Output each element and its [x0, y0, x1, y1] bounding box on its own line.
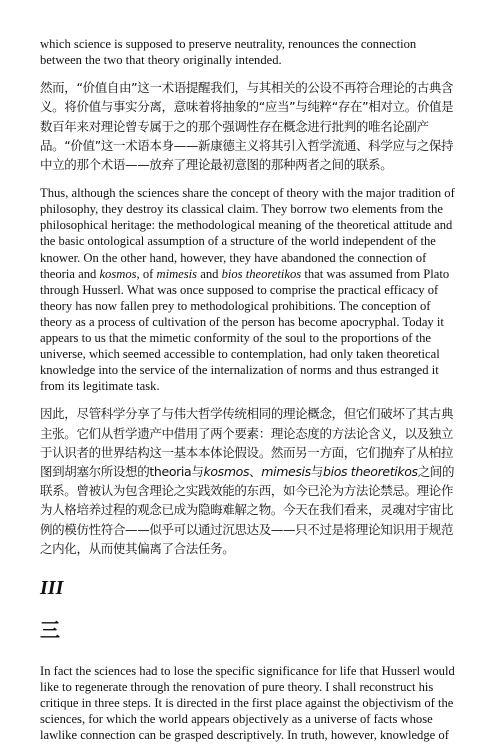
text-segment: 因此，尽管科学分享了与伟大哲学传统相同的理论概念，但它们破坏了其古典主张。它们从哲学遗产中借用了两个要素：理论态度的方法论含义，以及独立于认识者的世界结构这一基本本体论假设。然而另一方面，它们抛弃了从柏拉图到胡塞尔所设想的theoria与 [40, 406, 454, 480]
section-heading-chinese: 三 [40, 618, 60, 643]
term-kosmos: kosmos [203, 464, 250, 480]
text-segment: 之间的联系。曾被认为包含理论之实践效能的东西，如今已沦为方法论禁忌。理论作为人格培养过程的观念已成为隐晦难解之物。今天在我们看来，灵魂对宇宙比例的模仿性符合——似乎可以通过沉思达及——只不过是将理论知识用于规范之内化，从而使其偏离了合法任务。 [40, 464, 455, 556]
text-segment: 与 [310, 464, 324, 480]
text-segment: and [197, 266, 222, 281]
term-mimesis: mimesis [156, 266, 198, 281]
paragraph-theory-en [40, 185, 460, 394]
text-segment: 、 [249, 464, 262, 480]
term-bios-theoretikos: bios theoretikos [323, 464, 418, 480]
text-segment: Thus, although the sciences share the concept of theory with the major tradition of philosophy, they destroy its classical claim. They borrow two elements from the philosophical heritage: the methodological meaning of the theoretical attitude and the basic ontological assumption of a structure of the world independent of the knower. On the other hand, however, they have abandoned the connection of theoria and [40, 186, 455, 281]
text-segment: , of [136, 266, 157, 281]
paragraph-husserl-en: In fact the sciences had to lose the specific significance for life that Husserl would like to regenerate through the renovation of pure theory. I shall reconstruct his critique in three steps. It is directed in the first place against the objectivism of the sciences, for which the world appears objectively as a universe of facts whose lawlike connection can be grasped descriptively. In truth, however, knowledge of [40, 664, 455, 743]
text-segment: that was assumed from Plato through Husserl. What was once supposed to comprise the practical efficacy of theory has now fallen prey to methodological prohibitions. The conception of theory as a process of cultivation of the person has become apocryphal. Today it appears to us that the mimetic conformity of the soul to the proportions of the universe, which seemed accessible to contemplation, had only taken theoretical knowledge into the service of the internalization of norms and thus estranged it from its legitimate task. [40, 266, 450, 394]
document-page [40, 36, 460, 744]
paragraph-theory-zh [40, 404, 460, 558]
section-heading-roman: III [40, 577, 64, 600]
term-bios-theoretikos: bios theoretikos [221, 266, 302, 281]
term-kosmos: kosmos [99, 266, 137, 281]
term-mimesis: mimesis [261, 464, 311, 480]
paragraph-continuation-zh: 然而，“价值自由”这一术语提醒我们，与其相关的公设不再符合理论的古典含义。将价值与事实分离，意味着将抽象的“应当”与纯粹“存在”相对立。价值是数百年来对理论曾专属于之的那个强调性存在概念进行批判的唯名论副产品。“价值”这一术语本身——新康德主义将其引入哲学流通、科学应与之保持中立的那个术语——放弃了理论最初意图的那种两者之间的联系。 [40, 80, 454, 172]
paragraph-continuation-en: which science is supposed to preserve neutrality, renounces the connection between the two that theory originally intended. [40, 37, 417, 68]
